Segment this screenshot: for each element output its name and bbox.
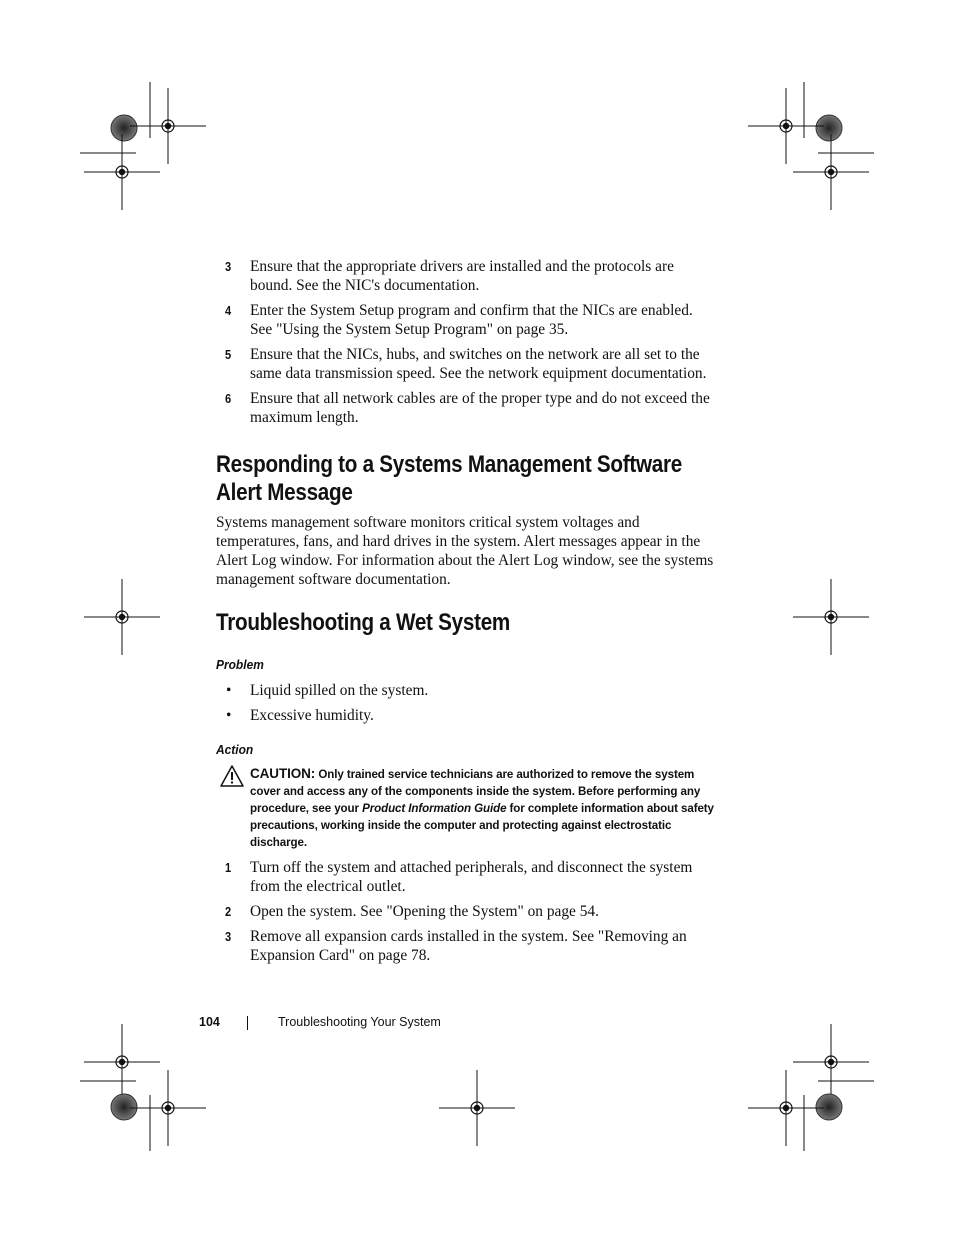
- footer-divider: [247, 1016, 248, 1030]
- problem-label: Problem: [216, 657, 264, 672]
- list-item: [216, 257, 716, 295]
- page-number: 104: [199, 1015, 220, 1029]
- list-item: [216, 858, 716, 896]
- step-number: 5: [225, 347, 232, 362]
- list-item: [216, 706, 716, 725]
- heading-line-1: Responding to a Systems Management Software: [216, 451, 683, 478]
- step-text: Ensure that the NICs, hubs, and switches on the network are all set to the same data transmission speed. See the network equipment documentation.: [250, 346, 707, 382]
- section-heading-wet-system: Troubleshooting a Wet System: [216, 609, 511, 636]
- footer-title: Troubleshooting Your System: [278, 1015, 441, 1029]
- caution-label: CAUTION:: [250, 766, 316, 781]
- caution-notice: [216, 765, 716, 851]
- list-item: [216, 927, 716, 965]
- warning-triangle-icon: [220, 765, 244, 787]
- bullet-text: Liquid spilled on the system.: [250, 682, 429, 699]
- alert-log-term: Alert Log: [216, 552, 277, 569]
- section-heading-alert: [216, 451, 715, 507]
- caution-text: Only trained service technicians are authorized to remove the system cover and access any of the components inside the system. Before performing any procedure, see your: [250, 768, 701, 815]
- alert-paragraph: [216, 513, 716, 589]
- step-text: Turn off the system and attached peripherals, and disconnect the system from the electrical outlet.: [250, 859, 693, 895]
- caution-text: for complete information about safety precautions, working inside the computer and protecting against electrostatic discharge.: [250, 802, 714, 849]
- step-number: 1: [225, 860, 232, 875]
- step-number: 3: [225, 929, 232, 944]
- page-content: [216, 257, 716, 971]
- step-number: 6: [225, 391, 232, 406]
- bullet-marker: •: [226, 682, 232, 699]
- bullet-marker: •: [226, 707, 232, 724]
- step-text: Enter the System Setup program and confirm that the NICs are enabled. See "Using the System Setup Program" on page 35.: [250, 302, 693, 338]
- steps-list-top: [216, 257, 716, 427]
- action-label: Action: [216, 742, 254, 757]
- product-guide-title: Product Information Guide: [362, 802, 507, 815]
- step-text: Open the system. See "Opening the System" on page 54.: [250, 903, 599, 920]
- list-item: [216, 681, 716, 700]
- bullet-text: Excessive humidity.: [250, 707, 374, 724]
- step-number: 2: [225, 904, 232, 919]
- step-number: 4: [225, 303, 232, 318]
- para-text: Systems management software monitors critical system voltages and temperatures, fans, and hard drives in the system. Alert messages appear in the: [216, 514, 701, 550]
- para-text: window. For information about the: [276, 552, 498, 569]
- list-item: [216, 902, 716, 921]
- step-text: Ensure that the appropriate drivers are installed and the protocols are bound. See the NIC's documentation.: [250, 258, 674, 294]
- alert-log-term: Alert Log: [497, 552, 559, 569]
- para-text: window, see the systems management software documentation.: [216, 552, 714, 588]
- list-item: [216, 389, 716, 427]
- step-text: Remove all expansion cards installed in the system. See "Removing an Expansion Card" on page 78.: [250, 928, 687, 964]
- step-text: Ensure that all network cables are of the proper type and do not exceed the maximum length.: [250, 390, 710, 426]
- step-number: 3: [225, 259, 232, 274]
- heading-line-2: Alert Message: [216, 479, 353, 506]
- list-item: [216, 301, 716, 339]
- list-item: [216, 345, 716, 383]
- steps-list-bottom: [216, 858, 716, 965]
